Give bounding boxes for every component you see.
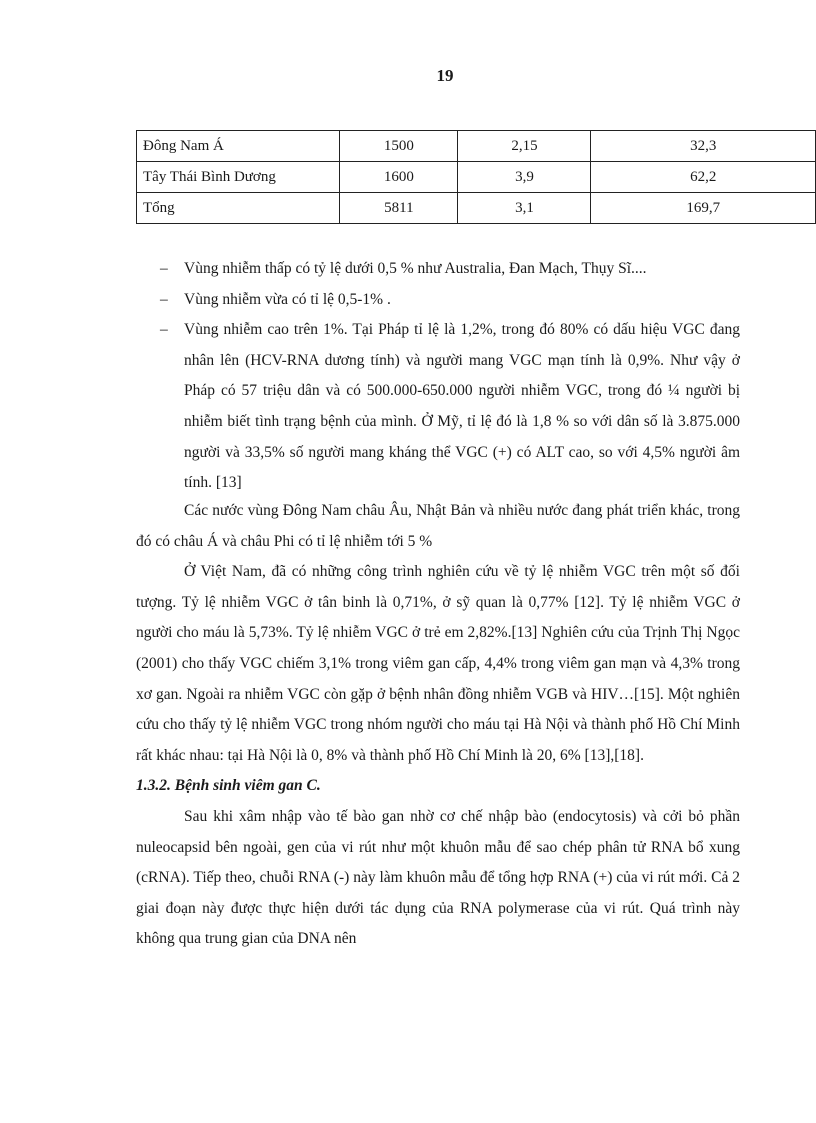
table-cell-region: Đông Nam Á <box>137 131 340 162</box>
table-row <box>137 131 816 162</box>
bullet-item <box>0 315 740 499</box>
table-cell: 169,7 <box>591 193 816 224</box>
table-cell: 2,15 <box>458 131 591 162</box>
paragraph: Sau khi xâm nhập vào tế bào gan nhờ cơ chế nhập bào (endocytosis) và cởi bỏ phần nuleocapsid bên ngoài, gen của vi rút như một khuôn mẫu để sao chép phân tử RNA bổ xung (cRNA). Tiếp theo, chuỗi RNA (-) này làm khuôn mẫu để tổng hợp RNA (+) của vi rút mới. Cả 2 giai đoạn này được thực hiện dưới tác dụng của RNA polymerase của vi rút. Quá trình này không qua trung gian của DNA nên <box>136 807 740 948</box>
section-heading: 1.3.2. Bệnh sinh viêm gan C. <box>136 777 321 795</box>
body-text <box>136 496 740 955</box>
table-cell: 1600 <box>340 162 458 193</box>
table-cell: 1500 <box>340 131 458 162</box>
paragraph: Các nước vùng Đông Nam châu Âu, Nhật Bản và nhiều nước đang phát triển khác, trong đó có châu Á và châu Phi có tỉ lệ nhiễm tới 5 % <box>136 502 740 550</box>
bullet-list <box>0 254 816 499</box>
dash-bullet: – <box>160 260 168 277</box>
bullet-text: Vùng nhiễm vừa có tỉ lệ 0,5-1% . <box>184 290 391 308</box>
table-cell: 32,3 <box>591 131 816 162</box>
dash-bullet: – <box>160 290 168 308</box>
bullet-text: Vùng nhiễm cao trên 1%. Tại Pháp tỉ lệ là 1,2%, trong đó 80% có dấu hiệu VGC đang nhân lên (HCV-RNA dương tính) và người mang VGC mạn tính là 0,9%. Như vậy ở Pháp có 57 triệu dân và có 500.000-650.000 người nhiễm VGC, trong đó ¼ người bị nhiễm biết tình trạng bệnh của mình. Ở Mỹ, tỉ lệ đó là 1,8 % so với dân số là 3.875.000 người và 33,5% số người mang kháng thể VGC (+) có ALT cao, so với 4,5% người âm tính. [13] <box>184 321 740 492</box>
table-cell-region: Tổng <box>137 193 340 224</box>
table-cell: 62,2 <box>591 162 816 193</box>
bullet-text: Vùng nhiễm thấp có tỷ lệ dưới 0,5 % như Australia, Đan Mạch, Thụy Sĩ.... <box>184 260 647 277</box>
prevalence-table <box>136 130 816 224</box>
table-cell: 5811 <box>340 193 458 224</box>
table-row <box>137 193 816 224</box>
paragraph: Ở Việt Nam, đã có những công trình nghiên cứu về tỷ lệ nhiễm VGC trên một số đối tượng. Tỷ lệ nhiễm VGC ở tân binh là 0,71%, ở sỹ quan là 0,77% [12]. Tỷ lệ nhiễm VGC ở người cho máu là 5,73%. Tỷ lệ nhiễm VGC ở trẻ em 2,82%.[13] Nghiên cứu của Trịnh Thị Ngọc (2001) cho thấy VGC chiếm 3,1% trong viêm gan cấp, 4,4% trong viêm gan mạn và 4,3% trong xơ gan. Ngoài ra nhiễm VGC còn gặp ở bệnh nhân đồng nhiễm VGB và HIV…[15]. Một nghiên cứu cho thấy tỷ lệ nhiễm VGC trong nhóm người cho máu tại Hà Nội và thành phố Hồ Chí Minh rất khác nhau: tại Hà Nội là 0, 8% và thành phố Hồ Chí Minh là 20, 6% [13],[18]. <box>136 563 740 764</box>
bullet-item <box>0 285 740 316</box>
dash-bullet: – <box>160 321 168 339</box>
table-cell-region: Tây Thái Bình Dương <box>137 162 340 193</box>
table-row <box>137 162 816 193</box>
page-number: 19 <box>436 66 454 85</box>
bullet-item <box>0 254 740 285</box>
table-cell: 3,1 <box>458 193 591 224</box>
table-cell: 3,9 <box>458 162 591 193</box>
